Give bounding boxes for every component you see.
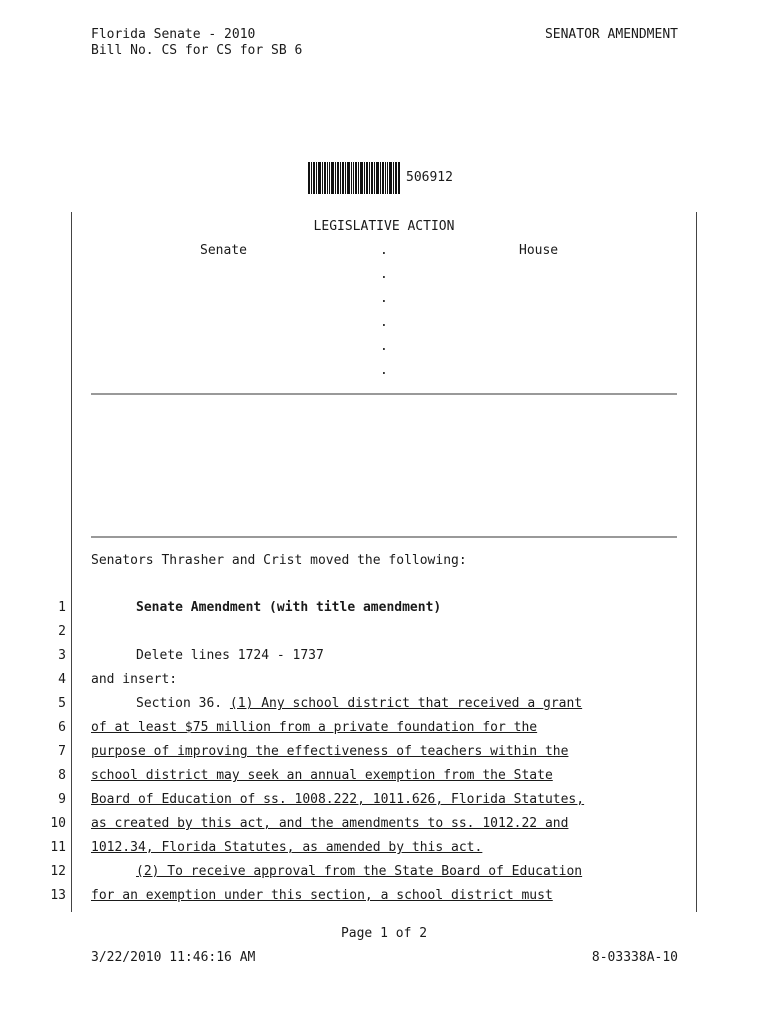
page-indicator: Page 1 of 2 [340, 926, 428, 941]
house-column-label: House [519, 243, 559, 258]
insert-instruction: and insert: [91, 672, 178, 687]
divider-lower [91, 536, 677, 538]
barcode-image [308, 162, 400, 194]
footer-document-code: 8-03338A-10 [591, 950, 678, 965]
amendment-text-line [91, 696, 582, 712]
line-number: 8 [58, 768, 66, 783]
separator-dot: . [380, 267, 388, 282]
header-amendment-type: SENATOR AMENDMENT [544, 27, 678, 42]
header-bill-number: Bill No. CS for CS for SB 6 [91, 43, 303, 58]
header-senate-year: Florida Senate - 2010 [91, 27, 256, 42]
separator-dot: . [380, 315, 388, 330]
line-number: 13 [50, 888, 66, 903]
senate-column-label: Senate [200, 243, 247, 258]
right-margin-line [696, 212, 697, 912]
line-number: 9 [58, 792, 66, 807]
amendment-title: Senate Amendment (with title amendment) [136, 600, 442, 615]
amendment-text-line: (2) To receive approval from the State Board of Education [136, 864, 583, 879]
line-number: 4 [58, 672, 66, 687]
section-heading: Section 36. [136, 696, 230, 711]
line-number: 5 [58, 696, 66, 711]
line-number: 12 [50, 864, 66, 879]
delete-instruction: Delete lines 1724 - 1737 [136, 648, 324, 663]
amendment-text-line: 1012.34, Florida Statutes, as amended by this act. [91, 840, 483, 855]
separator-dot: . [380, 363, 388, 378]
line-number: 3 [58, 648, 66, 663]
separator-dot: . [380, 243, 388, 258]
separator-dot: . [380, 291, 388, 306]
line-number: 10 [50, 816, 66, 831]
divider-upper [91, 393, 677, 395]
legislative-action-title: LEGISLATIVE ACTION [313, 219, 455, 234]
inserted-text: (1) Any school district that received a grant [229, 696, 583, 711]
amendment-text-line: purpose of improving the effectiveness of teachers within the [91, 744, 569, 759]
line-number: 2 [58, 624, 66, 639]
amendment-text-line: school district may seek an annual exemption from the State [91, 768, 553, 783]
amendment-text-line: as created by this act, and the amendments to ss. 1012.22 and [91, 816, 569, 831]
footer-timestamp: 3/22/2010 11:46:16 AM [91, 950, 256, 965]
line-number: 7 [58, 744, 66, 759]
header-left [91, 27, 302, 59]
line-number: 11 [50, 840, 66, 855]
barcode-number: 506912 [406, 170, 453, 185]
separator-dot: . [380, 339, 388, 354]
left-margin-line [71, 212, 72, 912]
amendment-text-line: Board of Education of ss. 1008.222, 1011.626, Florida Statutes, [91, 792, 585, 807]
amendment-text-line: of at least $75 million from a private foundation for the [91, 720, 538, 735]
line-number: 1 [58, 600, 66, 615]
amendment-text-line: for an exemption under this section, a school district must [91, 888, 553, 903]
line-number: 6 [58, 720, 66, 735]
motion-statement: Senators Thrasher and Crist moved the following: [91, 553, 467, 568]
